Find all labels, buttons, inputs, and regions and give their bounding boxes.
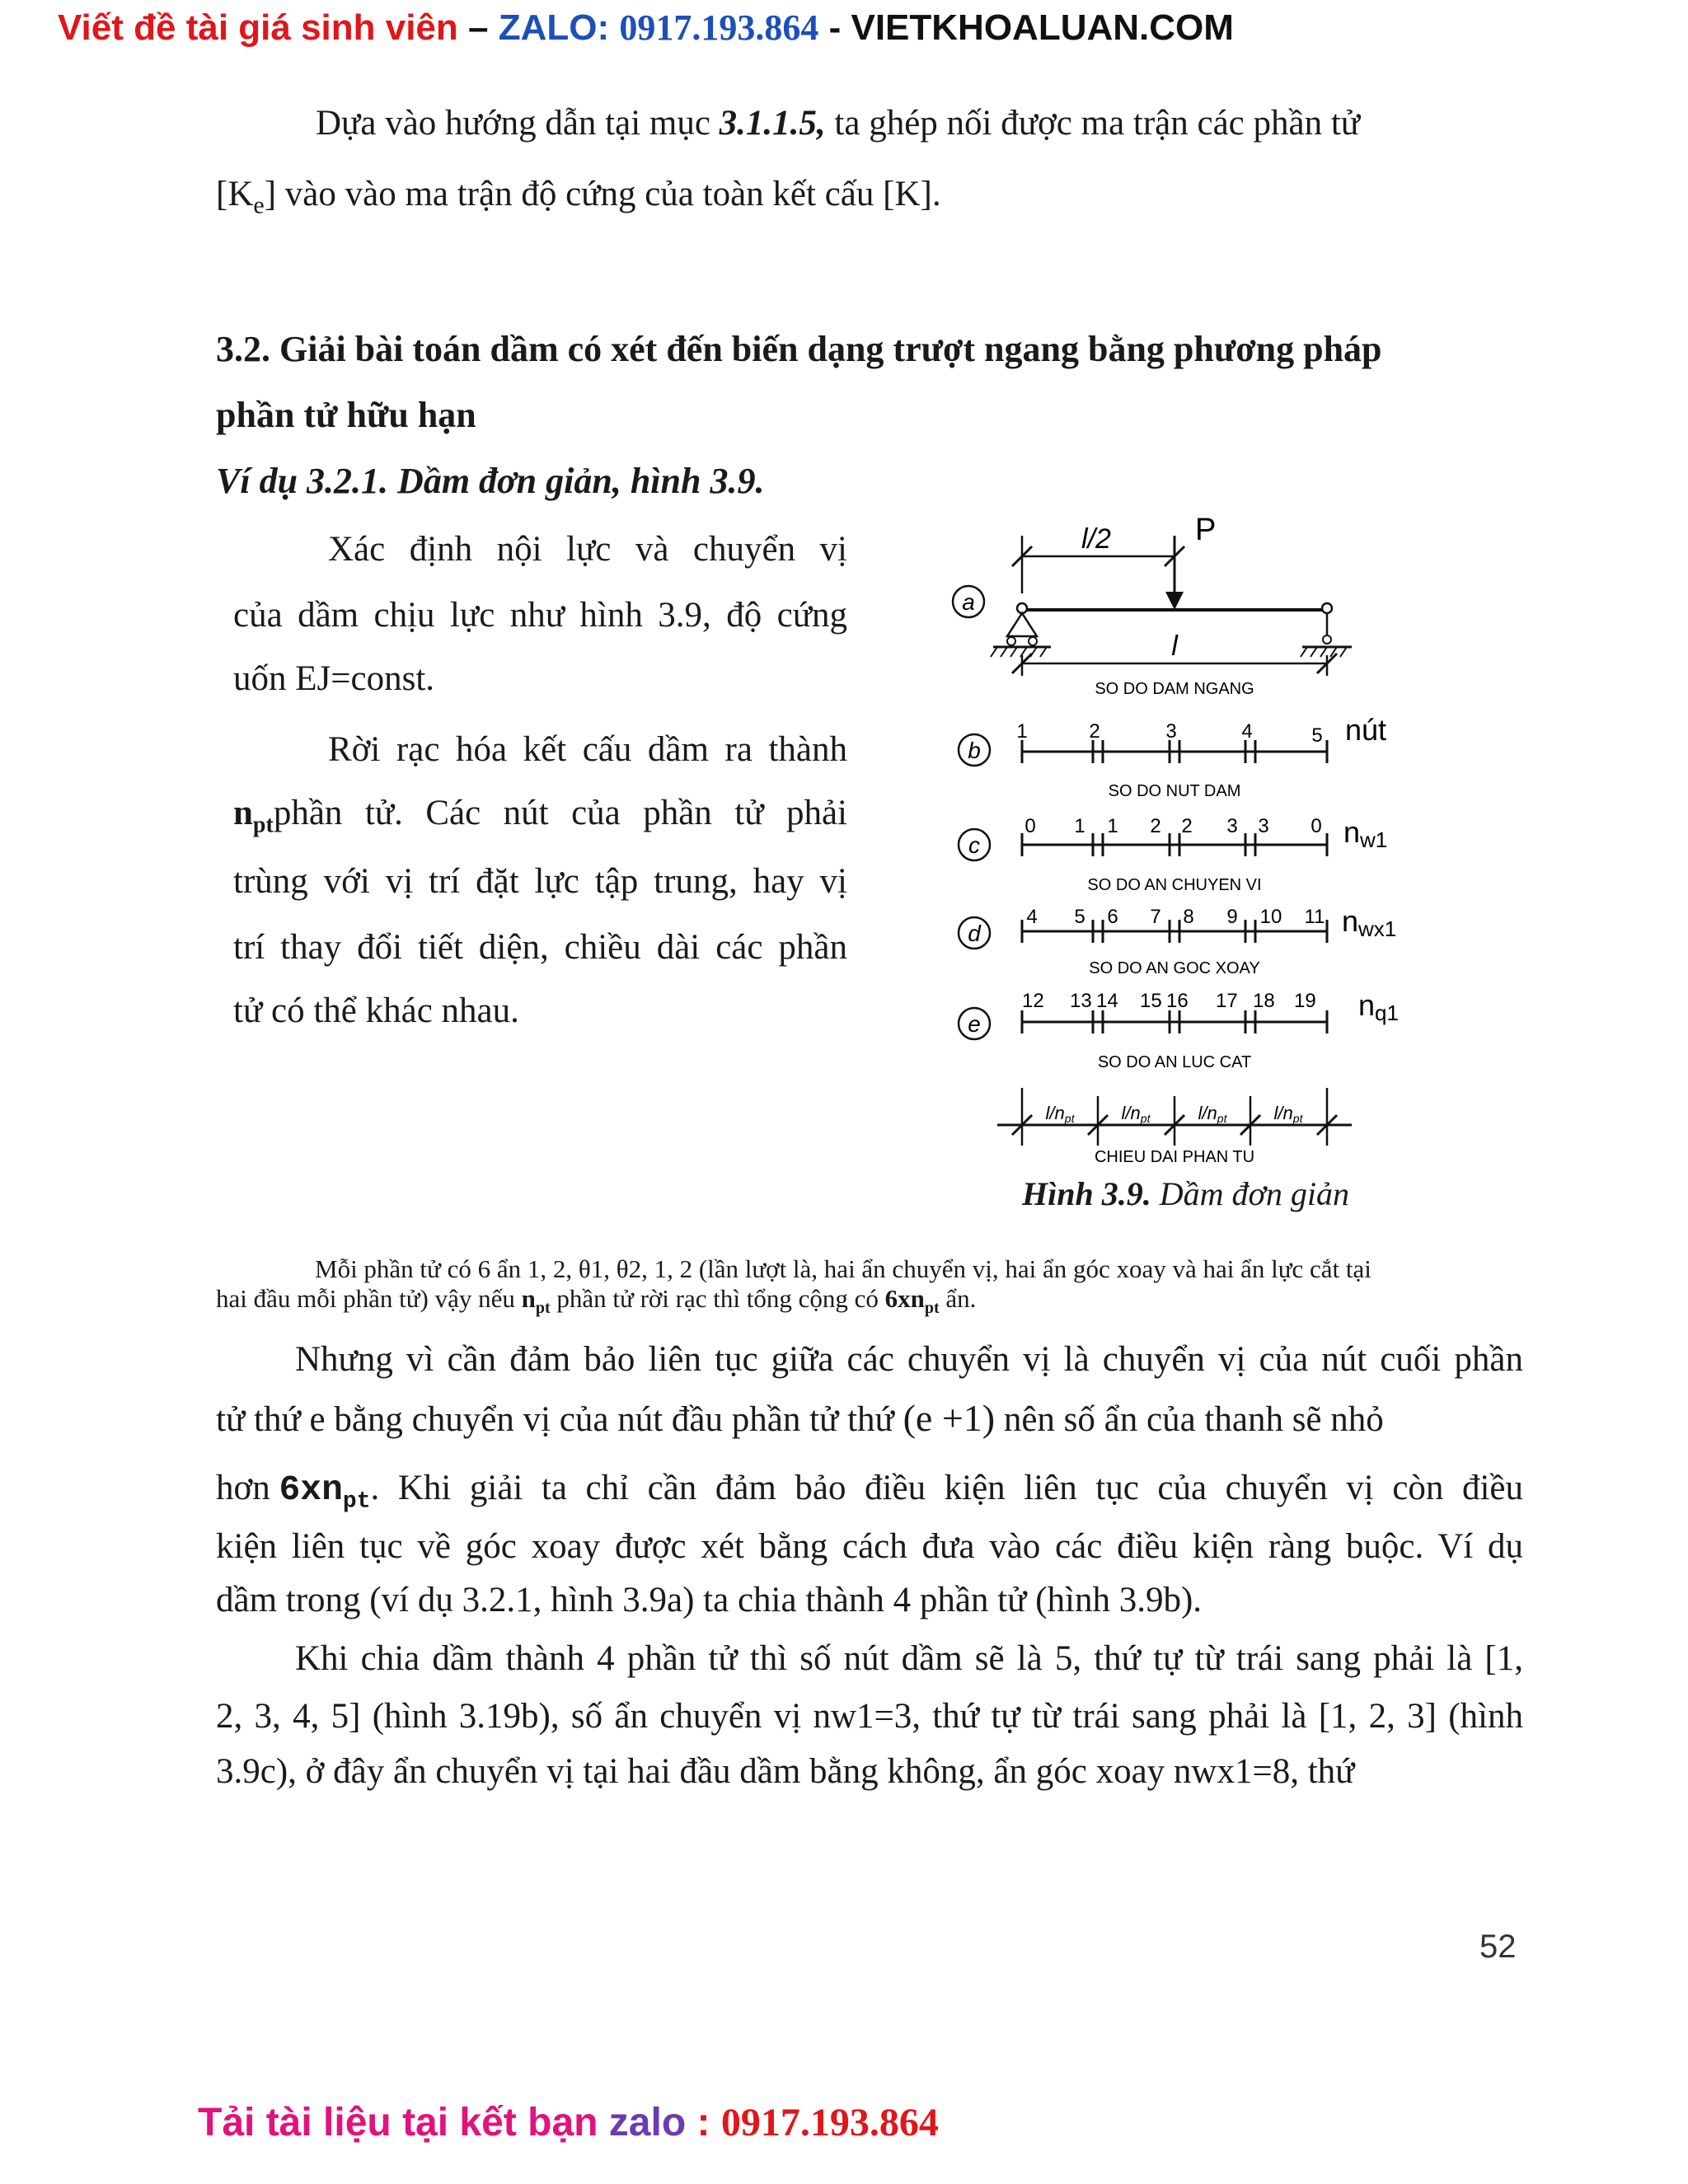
dof-number: 11 [1304,906,1325,928]
tag-e-main: n [1358,988,1376,1022]
intro-line-1 [316,105,1360,141]
dof-number: 19 [1294,990,1316,1012]
tag-c-main: n [1343,815,1361,849]
small-para-line-2 [216,1284,976,1318]
left-line-4: Rời rạc hóa kết cấu dầm ra thành [328,730,847,769]
section-title-line-1: 3.2. Giải bài toán dầm có xét đến biến dạng trượt ngang bằng phương pháp [216,329,1382,369]
small-text: ẩn. [939,1284,977,1313]
left-line-6: trùng với vị trí đặt lực tập trung, hay vị [233,862,847,901]
dof-number: 9 [1226,906,1238,928]
dof-number: 0 [1311,815,1322,837]
caption-number: Hình 3.9. [1022,1175,1151,1212]
total-unknowns: 6xn [279,1469,343,1510]
small-text: phần tử rời rạc thì tổng cộng có [550,1284,885,1313]
element-length-main: l/n [1273,1103,1293,1123]
intro-text: Dựa vào hướng dẫn tại mục [316,104,720,143]
intro-text: ] vào vào ma trận độ cứng của toàn kết cấu [K]. [264,175,941,213]
panel-label-e: e [968,1011,981,1037]
element-length-sub: pt [1140,1112,1151,1125]
total-unknowns: 6xn [884,1284,925,1313]
dof-number: 14 [1096,990,1118,1012]
panel-e [959,988,1399,1071]
footer-separator: : [686,2101,721,2144]
panel-label-a: a [962,589,975,615]
diagram-title-a: SO DO DAM NGANG [1095,680,1254,698]
subscript: pt [924,1299,940,1318]
left-line-5-text: phần tử. Các nút của phần tử phải [273,794,847,832]
span-label: l [1171,630,1178,662]
diagram-title-b: SO DO NUT DAM [1108,782,1241,800]
tag-b: nút [1345,713,1387,747]
tag-c-sub: w1 [1360,827,1388,852]
subscript: e [253,191,265,219]
node-number: 3 [1165,720,1177,743]
dof-number: 16 [1166,990,1189,1012]
tag-d [1342,904,1396,941]
panel-c [959,815,1387,894]
dof-number: 1 [1074,815,1085,837]
header-dash-2: - [818,7,851,48]
element-length-sub: pt [1064,1112,1075,1125]
left-line-7: trí thay đổi tiết diện, chiều dài các phần [233,928,847,967]
body-text: hơn [216,1469,279,1507]
element-length [1274,1103,1304,1125]
dof-number: 5 [1074,906,1085,928]
dof-number: 13 [1070,990,1092,1012]
dof-number: 3 [1226,815,1238,837]
small-text: hai đầu mỗi phần tử) vậy nếu [216,1284,522,1313]
diagram-title-f: CHIEU DAI PHAN TU [1094,1148,1255,1166]
dof-number: 12 [1022,990,1044,1012]
diagram-title-d: SO DO AN GOC XOAY [1089,959,1260,977]
dof-number: 2 [1150,815,1161,837]
footer-zalo: zalo [608,2101,687,2144]
node-number: 2 [1089,720,1100,743]
body-text: nên số ẩn của thanh sẽ nhỏ [995,1400,1384,1439]
beam-diagram [940,511,1434,1170]
figure-caption [1022,1174,1349,1213]
dof-number: 0 [1025,815,1036,837]
node-number: 1 [1016,720,1028,743]
npt-symbol: n [233,794,253,832]
subscript: pt [342,1488,371,1515]
element-length [1122,1103,1151,1125]
header-zalo-label: ZALO: [498,7,620,48]
header-text: Viết đề tài giá sinh viên [58,7,458,48]
dof-number: 17 [1216,990,1238,1012]
dof-number: 7 [1150,906,1161,928]
tag-d-main: n [1342,904,1359,938]
intro-text: [K [216,175,254,213]
subscript: pt [535,1299,551,1318]
element-length-main: l/n [1121,1103,1141,1123]
math-expression: (e +1) [903,1397,996,1439]
section-reference: 3.1.1.5, [719,104,826,143]
dof-number: 8 [1183,906,1194,928]
tag-e [1358,988,1399,1025]
element-length [1046,1103,1076,1125]
left-line-5 [233,795,847,837]
body-text: . Khi giải ta chỉ cần đảm bảo điều kiện liên tục của chuyển vị còn điều [370,1469,1523,1507]
section-title-line-2: phần tử hữu hạn [216,395,476,435]
footer-number: 0917.193.864 [720,2101,939,2144]
tag-e-sub: q1 [1375,1001,1399,1025]
half-span-label: l/2 [1081,523,1111,555]
tag-d-sub: wx1 [1358,916,1397,941]
footer-banner [198,2100,939,2145]
element-length [1198,1103,1228,1125]
header-banner [58,7,1234,49]
element-length-sub: pt [1292,1112,1303,1125]
dof-number: 18 [1253,990,1275,1012]
footer-text: Tải tài liệu tại kết bạn [198,2101,609,2144]
diagram-title-e: SO DO AN LUC CAT [1097,1053,1252,1071]
body-text: tử thứ e bằng chuyển vị của nút đầu phần tử thứ [216,1400,903,1439]
small-para-line-1: Mỗi phần tử có 6 ẩn 1, 2, θ1, θ2, 1, 2 (lần lượt là, hai ẩn chuyển vị, hai ẩn góc xoay và hai ẩn lực cắt tại [315,1254,1372,1283]
node-number: 4 [1241,720,1253,743]
header-zalo-number: 0917.193.864 [619,7,819,48]
panel-label-c: c [968,832,980,858]
body-p1-line-4: kiện liên tục về góc xoay được xét bằng cách đưa vào các điều kiện ràng buộc. Ví dụ [216,1527,1523,1566]
dof-number: 1 [1107,815,1118,837]
dof-number: 2 [1181,815,1193,837]
dof-number: 10 [1259,906,1282,928]
dof-number: 6 [1107,906,1118,928]
panel-label-d: d [968,921,981,946]
body-p1-line-2 [216,1399,1384,1437]
node-number: 5 [1311,724,1323,747]
body-p1-line-5: dầm trong (ví dụ 3.2.1, hình 3.9a) ta chia thành 4 phần tử (hình 3.9b). [216,1581,1203,1619]
body-p2-line-2: 2, 3, 4, 5] (hình 3.19b), số ẩn chuyển vị nw1=3, thứ tự từ trái sang phải là [1, 2, 3] (hình [216,1697,1523,1736]
intro-text: ta ghép nối được ma trận các phần tử [825,104,1361,143]
subscript: pt [252,812,274,838]
left-line-1: Xác định nội lực và chuyển vị [328,530,847,569]
left-line-3: uốn EJ=const. [233,659,435,698]
body-p1-line-3 [216,1470,1523,1514]
panel-d [959,904,1396,977]
page-number: 52 [1479,1929,1517,1965]
body-p2-line-3: 3.9c), ở đây ẩn chuyển vị tại hai đầu dầm bằng không, ẩn góc xoay nwx1=8, thứ [216,1752,1355,1791]
panel-f [997,1088,1352,1166]
element-length-sub: pt [1217,1112,1227,1125]
load-label: P [1195,513,1217,547]
element-length-main: l/n [1198,1103,1217,1123]
dof-number: 15 [1140,990,1162,1012]
body-p2-line-1: Khi chia dầm thành 4 phần tử thì số nút dầm sẽ là 5, thứ tự từ trái sang phải là [1, [295,1639,1523,1678]
dof-number: 3 [1258,815,1269,837]
panel-label-b: b [968,738,981,763]
caption-text: Dầm đơn giản [1151,1175,1349,1212]
dof-number: 4 [1026,906,1038,928]
example-title: Ví dụ 3.2.1. Dầm đơn giản, hình 3.9. [216,461,765,501]
npt-symbol: n [521,1284,536,1313]
left-line-2: của dầm chịu lực như hình 3.9, độ cứng [233,596,847,635]
body-p1-line-1: Nhưng vì cần đảm bảo liên tục giữa các chuyển vị là chuyển vị của nút cuối phần [295,1340,1523,1379]
element-length-main: l/n [1045,1103,1065,1123]
left-line-8: tử có thể khác nhau. [233,991,519,1030]
panel-a [953,513,1352,698]
tag-c [1343,815,1387,852]
panel-b [959,713,1386,800]
header-site: VIETKHOALUAN.COM [851,7,1234,48]
header-dash: – [457,7,499,48]
intro-line-2 [216,176,941,218]
diagram-title-c: SO DO AN CHUYEN VI [1087,876,1262,894]
